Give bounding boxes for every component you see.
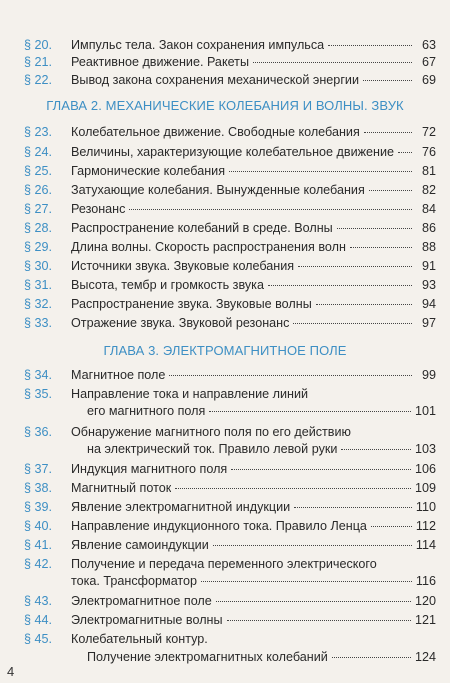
section-number: § 36. bbox=[24, 425, 53, 439]
toc-entry[interactable] bbox=[24, 367, 436, 383]
leader-dots bbox=[398, 152, 412, 153]
section-number: § 37. bbox=[24, 462, 53, 476]
leader-dots bbox=[294, 507, 412, 508]
page-ref: 94 bbox=[421, 297, 436, 311]
section-number: § 29. bbox=[24, 240, 53, 254]
section-number: § 43. bbox=[24, 594, 53, 608]
page-ref: 112 bbox=[415, 519, 436, 533]
section-title: Отражение звука. Звуковой резонанс bbox=[71, 316, 290, 330]
toc-entry[interactable] bbox=[24, 556, 436, 572]
section-number: § 28. bbox=[24, 221, 53, 235]
page-ref: 69 bbox=[421, 73, 436, 87]
toc-entry[interactable] bbox=[24, 518, 436, 534]
toc-entry[interactable] bbox=[24, 612, 436, 628]
toc-entry-continuation[interactable] bbox=[87, 403, 436, 419]
page-ref: 110 bbox=[415, 500, 436, 514]
page-ref: 76 bbox=[421, 145, 436, 159]
section-title: Явление электромагнитной индукции bbox=[71, 500, 291, 514]
page-ref: 109 bbox=[414, 481, 436, 495]
toc-entry[interactable] bbox=[24, 631, 436, 647]
section-title: Направление индукционного тока. Правило Ленца bbox=[71, 519, 367, 533]
toc-entry[interactable] bbox=[24, 386, 436, 402]
leader-dots bbox=[213, 545, 412, 546]
section-number: § 40. bbox=[24, 519, 53, 533]
leader-dots bbox=[268, 285, 412, 286]
page-number: 4 bbox=[7, 664, 15, 679]
leader-dots bbox=[175, 488, 411, 489]
toc-entry[interactable] bbox=[24, 461, 436, 477]
page-ref: 93 bbox=[421, 278, 436, 292]
leader-dots bbox=[371, 526, 412, 527]
page-ref: 72 bbox=[421, 125, 436, 139]
section-number: § 33. bbox=[24, 316, 53, 330]
leader-dots bbox=[293, 323, 412, 324]
section-number: § 41. bbox=[24, 538, 53, 552]
toc-entry[interactable] bbox=[24, 593, 436, 609]
section-title: Высота, тембр и громкость звука bbox=[71, 278, 264, 292]
toc-entry[interactable] bbox=[24, 72, 436, 88]
page-ref: 106 bbox=[414, 462, 436, 476]
toc-entry-continuation[interactable] bbox=[71, 573, 436, 589]
section-title: Резонанс bbox=[71, 202, 126, 216]
section-title: Распространение колебаний в среде. Волны bbox=[71, 221, 333, 235]
toc-entry[interactable] bbox=[24, 277, 436, 293]
section-title: Импульс тела. Закон сохранения импульса bbox=[71, 38, 325, 52]
toc-entry[interactable] bbox=[24, 144, 436, 160]
page-ref: 124 bbox=[414, 650, 436, 664]
section-title: Явление самоиндукции bbox=[71, 538, 209, 552]
section-number: § 30. bbox=[24, 259, 53, 273]
page-ref: 99 bbox=[421, 368, 436, 382]
page-ref: 84 bbox=[421, 202, 436, 216]
section-number: § 44. bbox=[24, 613, 53, 627]
section-title: Источники звука. Звуковые колебания bbox=[71, 259, 295, 273]
section-title: Магнитное поле bbox=[71, 368, 166, 382]
page-ref: 97 bbox=[421, 316, 436, 330]
toc-entry-continuation[interactable] bbox=[87, 441, 436, 457]
section-title: Получение и передача переменного электрического bbox=[71, 557, 377, 571]
section-number: § 20. bbox=[24, 38, 53, 52]
leader-dots bbox=[169, 375, 412, 376]
toc-entry[interactable] bbox=[24, 124, 436, 140]
section-title: Обнаружение магнитного поля по его действию bbox=[71, 425, 351, 439]
section-number: § 32. bbox=[24, 297, 53, 311]
section-title-continued: его магнитного поля bbox=[87, 404, 206, 418]
section-title: Электромагнитные волны bbox=[71, 613, 223, 627]
toc-entry[interactable] bbox=[24, 54, 436, 70]
page-ref: 67 bbox=[421, 55, 436, 69]
toc-entry[interactable] bbox=[24, 480, 436, 496]
toc-entry[interactable] bbox=[24, 258, 436, 274]
section-number: § 42. bbox=[24, 557, 53, 571]
leader-dots bbox=[229, 171, 412, 172]
section-title: Направление тока и направление линий bbox=[71, 387, 309, 401]
leader-dots bbox=[350, 247, 412, 248]
page-ref: 81 bbox=[421, 164, 436, 178]
leader-dots bbox=[253, 62, 412, 63]
section-number: § 27. bbox=[24, 202, 53, 216]
toc-entry[interactable] bbox=[24, 163, 436, 179]
leader-dots bbox=[201, 581, 412, 582]
section-title-continued: тока. Трансформатор bbox=[71, 574, 198, 588]
section-number: § 34. bbox=[24, 368, 53, 382]
page-ref: 63 bbox=[421, 38, 436, 52]
section-title: Вывод закона сохранения механической энергии bbox=[71, 73, 359, 87]
section-title: Гармонические колебания bbox=[71, 164, 226, 178]
leader-dots bbox=[363, 80, 412, 81]
page-ref: 88 bbox=[421, 240, 436, 254]
section-title: Индукция магнитного поля bbox=[71, 462, 228, 476]
leader-dots bbox=[231, 469, 411, 470]
section-title-continued: Получение электромагнитных колебаний bbox=[87, 650, 328, 664]
toc-entry[interactable] bbox=[24, 315, 436, 331]
toc-entry[interactable] bbox=[24, 182, 436, 198]
leader-dots bbox=[216, 601, 411, 602]
leader-dots bbox=[209, 411, 411, 412]
page-ref: 120 bbox=[414, 594, 436, 608]
chapter-heading: ГЛАВА 2. МЕХАНИЧЕСКИЕ КОЛЕБАНИЯ И ВОЛНЫ. ЗВУК bbox=[46, 98, 404, 113]
leader-dots bbox=[227, 620, 411, 621]
section-title: Затухающие колебания. Вынужденные колебания bbox=[71, 183, 365, 197]
section-number: § 45. bbox=[24, 632, 53, 646]
leader-dots bbox=[332, 657, 411, 658]
leader-dots bbox=[298, 266, 412, 267]
section-title: Распространение звука. Звуковые волны bbox=[71, 297, 312, 311]
toc-entry[interactable] bbox=[24, 296, 436, 312]
section-title: Колебательное движение. Свободные колебания bbox=[71, 125, 360, 139]
leader-dots bbox=[337, 228, 412, 229]
leader-dots bbox=[316, 304, 412, 305]
section-number: § 24. bbox=[24, 145, 53, 159]
leader-dots bbox=[364, 132, 412, 133]
leader-dots bbox=[341, 449, 411, 450]
toc-entry[interactable] bbox=[24, 37, 436, 53]
page-ref: 86 bbox=[421, 221, 436, 235]
section-number: § 22. bbox=[24, 73, 53, 87]
section-number: § 38. bbox=[24, 481, 53, 495]
section-number: § 25. bbox=[24, 164, 53, 178]
section-title: Величины, характеризующие колебательное движение bbox=[71, 145, 395, 159]
section-number: § 26. bbox=[24, 183, 53, 197]
section-title: Магнитный поток bbox=[71, 481, 172, 495]
toc-entry[interactable] bbox=[24, 424, 436, 440]
toc-entry[interactable] bbox=[24, 220, 436, 236]
toc-entry[interactable] bbox=[24, 239, 436, 255]
toc-entry[interactable] bbox=[24, 201, 436, 217]
section-title: Реактивное движение. Ракеты bbox=[71, 55, 249, 69]
section-title: Колебательный контур. bbox=[71, 632, 208, 646]
toc-entry[interactable] bbox=[24, 499, 436, 515]
section-title: Электромагнитное поле bbox=[71, 594, 212, 608]
page-ref: 82 bbox=[421, 183, 436, 197]
page-ref: 116 bbox=[415, 574, 436, 588]
section-title-continued: на электрический ток. Правило левой руки bbox=[87, 442, 338, 456]
page-ref: 101 bbox=[414, 404, 436, 418]
page-ref: 103 bbox=[414, 442, 436, 456]
leader-dots bbox=[328, 45, 412, 46]
leader-dots bbox=[129, 209, 412, 210]
section-number: § 21. bbox=[24, 55, 53, 69]
section-number: § 23. bbox=[24, 125, 53, 139]
toc-entry[interactable] bbox=[24, 537, 436, 553]
section-number: § 35. bbox=[24, 387, 53, 401]
section-number: § 31. bbox=[24, 278, 53, 292]
toc-entry-continuation[interactable] bbox=[87, 649, 436, 665]
page-ref: 91 bbox=[421, 259, 436, 273]
chapter-heading: ГЛАВА 3. ЭЛЕКТРОМАГНИТНОЕ ПОЛЕ bbox=[103, 343, 347, 358]
page-ref: 121 bbox=[414, 613, 436, 627]
leader-dots bbox=[369, 190, 412, 191]
page-ref: 114 bbox=[415, 538, 436, 552]
section-title: Длина волны. Скорость распространения волн bbox=[71, 240, 346, 254]
section-number: § 39. bbox=[24, 500, 53, 514]
